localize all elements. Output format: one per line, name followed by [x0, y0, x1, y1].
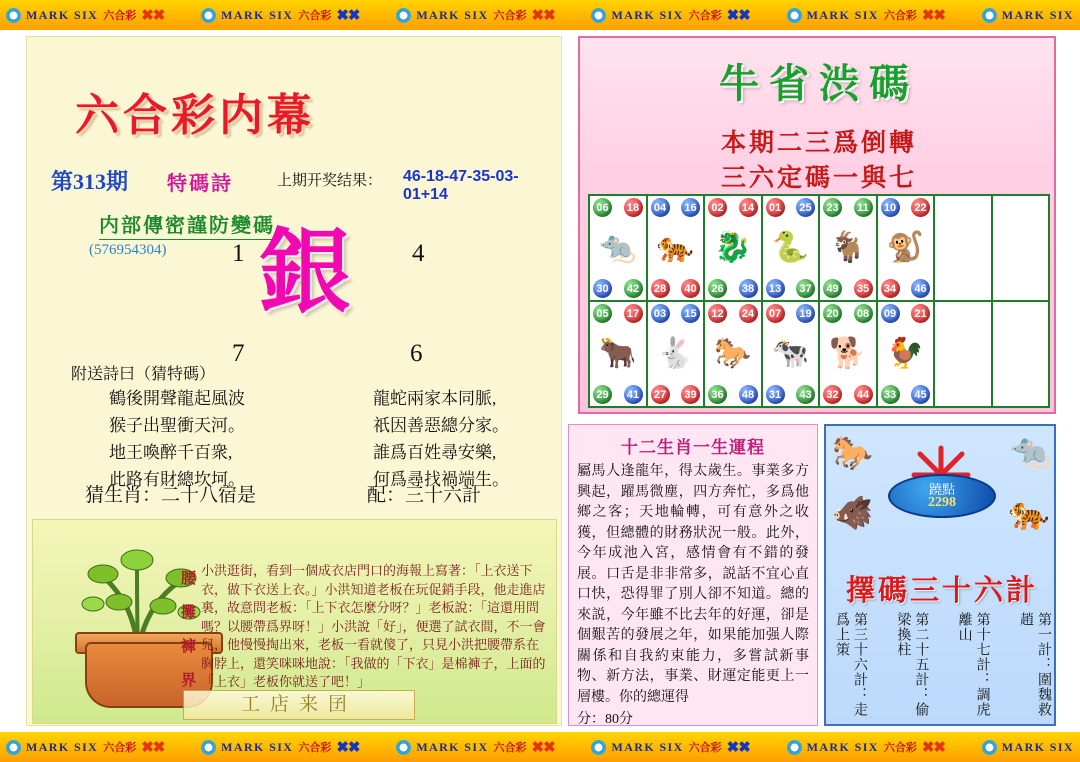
- zodiac-animal-icon: 🐕: [829, 337, 867, 370]
- number-ball[interactable]: 49: [823, 279, 842, 298]
- number-ball[interactable]: 17: [624, 304, 643, 323]
- number-ball[interactable]: 40: [681, 279, 700, 298]
- marquee-group: [201, 738, 359, 756]
- poem-line: 此路有財總坎坷。: [109, 470, 245, 489]
- number-ball[interactable]: 44: [854, 385, 873, 404]
- zodiac-animal-icon: 🐅: [656, 231, 694, 264]
- poem-line: 何爲尋找禍端生。: [373, 470, 509, 489]
- marquee-group: [396, 6, 554, 24]
- pair-strategy: 配：三十六計: [367, 485, 482, 506]
- fortune-panel: [568, 424, 818, 726]
- number-ball[interactable]: 15: [681, 304, 700, 323]
- secret-note: 内部傳密謹防變碼: [99, 209, 275, 240]
- issue-number: 第313期: [51, 169, 129, 194]
- marquee-group: [591, 738, 749, 756]
- number-ball[interactable]: 07: [766, 304, 785, 323]
- number-ball[interactable]: 38: [739, 279, 758, 298]
- zodiac-cell[interactable]: [878, 196, 934, 300]
- poem-line: 猴子出聖衝天河。: [109, 416, 245, 435]
- flower-icon: [6, 8, 21, 23]
- marquee-mark-six: MARK SIX: [806, 7, 879, 22]
- strategy-item: 第一計：圍魏救趙: [1017, 612, 1051, 717]
- number-ball[interactable]: 48: [739, 385, 758, 404]
- zodiac-subtitle-1: 本期二三爲倒轉: [720, 130, 917, 157]
- zodiac-subtitle-2: 三六定碼一與七: [720, 165, 917, 192]
- marquee-mark-six: MARK SIX: [221, 7, 294, 22]
- number-ball[interactable]: 24: [739, 304, 758, 323]
- flower-icon: [201, 740, 216, 755]
- watermark-banner: 工店来囝: [183, 690, 415, 720]
- zodiac-cell[interactable]: [648, 302, 704, 406]
- marquee-group: [201, 6, 359, 24]
- logo-top-text: 蹺點: [928, 482, 955, 497]
- number-ball[interactable]: 19: [796, 304, 815, 323]
- zodiac-animal-icon: 🐄: [771, 337, 809, 370]
- flower-icon: [982, 740, 997, 755]
- number-ball[interactable]: 12: [708, 304, 727, 323]
- cell-bottom-row: [705, 383, 761, 406]
- marquee-group: [6, 738, 164, 756]
- number-ball[interactable]: 14: [739, 198, 758, 217]
- number-ball[interactable]: 02: [708, 198, 727, 217]
- story-side-characters: [181, 562, 199, 698]
- zodiac-panel: [578, 36, 1056, 414]
- cell-bottom-row: [820, 277, 876, 300]
- number-ball[interactable]: 36: [708, 385, 727, 404]
- zodiac-cell[interactable]: [590, 302, 646, 406]
- number-ball[interactable]: 32: [823, 385, 842, 404]
- zodiac-cell[interactable]: [820, 302, 876, 406]
- cell-bottom-row: [648, 383, 704, 406]
- poem-line: 祇因善惡總分家。: [373, 416, 509, 435]
- side-char: 褲: [181, 639, 197, 655]
- zodiac-animal-icon: 🐒: [886, 231, 924, 264]
- poem-label: 附送詩曰（猜特碼）: [71, 366, 216, 383]
- number-ball[interactable]: 28: [651, 279, 670, 298]
- marquee-cn: 六合彩: [493, 10, 527, 22]
- strategy-title: 擇碼三十六計: [845, 575, 1038, 607]
- left-panel: [26, 36, 562, 726]
- cell-bottom-row: [763, 277, 819, 300]
- marquee-cn: 六合彩: [688, 10, 722, 22]
- strategy-item: 第二十五計：偷梁換柱: [895, 612, 929, 717]
- flower-icon: [396, 8, 411, 23]
- marquee-mark-six: MARK SIX: [806, 739, 879, 754]
- marquee-cn: 六合彩: [298, 742, 332, 754]
- zodiac-animal-icon: 🐓: [886, 337, 924, 370]
- zodiac-number-grid[interactable]: [588, 194, 1050, 408]
- x-icon: ✖✖: [336, 739, 360, 756]
- number-ball[interactable]: 39: [681, 385, 700, 404]
- marquee-cn: 六合彩: [298, 10, 332, 22]
- logo-number: 2298: [928, 495, 956, 510]
- flower-icon: [591, 8, 606, 23]
- zodiac-animal-icon: 🐀: [599, 231, 637, 264]
- flower-icon: [591, 740, 606, 755]
- marquee-mark-six: MARK SIX: [221, 739, 294, 754]
- marquee-mark-six: MARK SIX: [26, 7, 99, 22]
- guess-zodiac: 猜生肖：二十八宿是: [85, 485, 257, 506]
- x-icon: ✖✖: [726, 739, 750, 756]
- number-ball[interactable]: 34: [881, 279, 900, 298]
- strategy-list: [832, 612, 1052, 720]
- x-icon: ✖✖: [336, 7, 360, 24]
- number-ball[interactable]: 41: [624, 385, 643, 404]
- fortune-score: 分：80分: [577, 712, 633, 727]
- marquee-cn: 六合彩: [883, 742, 917, 754]
- page-title: 六合彩内幕: [75, 91, 315, 140]
- marquee-mark-six: MARK SIX: [1001, 7, 1074, 22]
- marquee-group: [396, 738, 554, 756]
- fortune-body: 屬馬人逢龍年，得太歲生。事業多方興起，躍馬微塵，四方奔忙，多爲他鄉之客；天地輪轉，可有意外之收獲，但總體的財務狀況一般。此外，今年成池入宮，感情會有不錯的發展。口舌是非非常多，説話不宜心直口快，恐得罪了別人卻不知道。總的來説，今年雖不比去年的好運，卻是個艱苦的發展之年，如果能加强人際關係和自我約束能力，多嘗試新事物、新方法，事業、財運定能更上一層樓。你的總運得: [577, 464, 809, 705]
- fortune-title: 十二生肖一生運程: [621, 438, 765, 457]
- poem-line: 誰爲百姓尋安樂,: [373, 443, 497, 462]
- marquee-cn: 六合彩: [883, 10, 917, 22]
- marquee-mark-six: MARK SIX: [1001, 739, 1074, 754]
- poem-column-2: [373, 385, 509, 493]
- zodiac-cell[interactable]: [935, 302, 991, 406]
- marquee-cn: 六合彩: [493, 742, 527, 754]
- zodiac-cell[interactable]: [705, 302, 761, 406]
- cell-bottom-row: [705, 277, 761, 300]
- last-result-label: 上期开奖结果：: [277, 173, 383, 189]
- number-ball[interactable]: 04: [651, 198, 670, 217]
- poem-line: 龍蛇兩家本同脈,: [373, 389, 497, 408]
- number-ball[interactable]: 09: [881, 304, 900, 323]
- number-ball[interactable]: 06: [593, 198, 612, 217]
- marquee-mark-six: MARK SIX: [416, 739, 489, 754]
- number-ball[interactable]: 21: [911, 304, 930, 323]
- x-icon: ✖✖: [726, 7, 750, 24]
- cell-bottom-row: [648, 277, 704, 300]
- poem-column-1: [109, 385, 245, 493]
- marquee-mark-six: MARK SIX: [611, 739, 684, 754]
- x-icon: ✖✖: [141, 7, 165, 24]
- marquee-group: [787, 738, 945, 756]
- marquee-group: [591, 6, 749, 24]
- flower-icon: [201, 8, 216, 23]
- marquee-group: [787, 6, 945, 24]
- page-body: [0, 30, 1080, 732]
- number-ball[interactable]: 01: [766, 198, 785, 217]
- number-ball[interactable]: 27: [651, 385, 670, 404]
- x-icon: ✖✖: [921, 7, 945, 24]
- cell-bottom-row: [590, 383, 646, 406]
- zodiac-animal-icon: 🐉: [714, 231, 752, 264]
- marquee-mark-six: MARK SIX: [416, 7, 489, 22]
- zodiac-cell[interactable]: [993, 196, 1049, 300]
- zodiac-cell[interactable]: [648, 196, 704, 300]
- logo-badge: [888, 474, 996, 518]
- number-ball[interactable]: 18: [624, 198, 643, 217]
- cell-bottom-row: [820, 383, 876, 406]
- number-ball[interactable]: 10: [881, 198, 900, 217]
- number-ball[interactable]: 20: [823, 304, 842, 323]
- cell-bottom-row: [590, 277, 646, 300]
- side-char: 攤: [181, 605, 197, 621]
- flower-icon: [396, 740, 411, 755]
- number-ball[interactable]: 29: [593, 385, 612, 404]
- zodiac-cell[interactable]: [878, 302, 934, 406]
- flower-icon: [787, 740, 802, 755]
- number-ball[interactable]: 08: [854, 304, 873, 323]
- horse-icon: 🐎: [832, 434, 874, 471]
- zodiac-animal-icon: 🐂: [599, 337, 637, 370]
- side-char: 腰: [181, 571, 197, 587]
- marquee-cn: 六合彩: [103, 742, 137, 754]
- zodiac-cell[interactable]: [763, 302, 819, 406]
- number-ball[interactable]: 26: [708, 279, 727, 298]
- corner-number-top-right: 4: [412, 240, 425, 267]
- number-ball[interactable]: 05: [593, 304, 612, 323]
- story-text: 小洪逛街，看到一個成衣店門口的海報上寫著：「上衣送下衣，做下衣送上衣。」小洪知道老板在玩促銷手段，他走進店裏，故意問老板：「上下衣怎麼分呀？」老板說：「這還用問嗎？以腰帶爲界呀！」小洪說「好」，便選了試衣間，不一會兒，他慢慢掏出來，老板一看就傻了，只見小洪把腰帶系在胸脖上，還笑咪咪地說：「我做的「下衣」是棉褲子，上面的「上衣」老板你就送了吧！」: [201, 563, 546, 689]
- cell-bottom-row: [763, 383, 819, 406]
- marquee-group: [982, 740, 1074, 755]
- marquee-cn: 六合彩: [688, 742, 722, 754]
- number-ball[interactable]: 45: [911, 385, 930, 404]
- number-ball[interactable]: 37: [796, 279, 815, 298]
- flower-icon: [982, 8, 997, 23]
- bottom-marquee-bar: [0, 732, 1080, 762]
- marquee-group: [982, 8, 1074, 23]
- number-ball[interactable]: 35: [854, 279, 873, 298]
- corner-number-bottom-right: 6: [410, 340, 423, 367]
- x-icon: ✖✖: [531, 7, 555, 24]
- marquee-cn: 六合彩: [103, 10, 137, 22]
- zodiac-cell[interactable]: [820, 196, 876, 300]
- number-ball[interactable]: 16: [681, 198, 700, 217]
- zodiac-animal-icon: 🐍: [771, 231, 809, 264]
- zodiac-cell[interactable]: [590, 196, 646, 300]
- strategy-item: 第三十六計：走爲上策: [834, 612, 867, 717]
- tiger-icon: 🐅: [1008, 494, 1050, 531]
- x-icon: ✖✖: [141, 739, 165, 756]
- strategy-item: 第十七計：調虎離山: [956, 612, 990, 717]
- number-ball[interactable]: 42: [624, 279, 643, 298]
- flower-icon: [6, 740, 21, 755]
- last-result-numbers: 46-18-47-35-03-01+14: [403, 168, 519, 203]
- poem-line: 鶴後開聲龍起風波: [109, 389, 245, 408]
- illustration-area: [32, 519, 557, 724]
- code-number: (576954304): [89, 242, 167, 258]
- number-ball[interactable]: 31: [766, 385, 785, 404]
- number-ball[interactable]: 22: [911, 198, 930, 217]
- number-ball[interactable]: 03: [651, 304, 670, 323]
- strategy-logo: [826, 430, 1056, 540]
- zodiac-animal-icon: 🐐: [829, 231, 867, 264]
- zodiac-cell[interactable]: [993, 302, 1049, 406]
- corner-number-top-left: 1: [232, 240, 245, 267]
- number-ball[interactable]: 11: [854, 198, 873, 217]
- corner-number-bottom-left: 7: [232, 340, 245, 367]
- cell-bottom-row: [878, 383, 934, 406]
- number-ball[interactable]: 46: [911, 279, 930, 298]
- marquee-group: [6, 6, 164, 24]
- zodiac-cell[interactable]: [935, 196, 991, 300]
- number-ball[interactable]: 30: [593, 279, 612, 298]
- top-marquee-bar: [0, 0, 1080, 30]
- side-char: 界: [181, 673, 197, 689]
- zodiac-animal-icon: 🐇: [656, 337, 694, 370]
- x-icon: ✖✖: [921, 739, 945, 756]
- number-ball[interactable]: 43: [796, 385, 815, 404]
- flower-icon: [787, 8, 802, 23]
- number-ball[interactable]: 23: [823, 198, 842, 217]
- zodiac-animal-icon: 🐎: [714, 337, 752, 370]
- number-ball[interactable]: 33: [881, 385, 900, 404]
- x-icon: ✖✖: [531, 739, 555, 756]
- zodiac-panel-title: 牛省渋碼: [719, 61, 919, 106]
- rat-icon: 🐀: [1010, 432, 1052, 469]
- pig-icon: 🐗: [832, 494, 874, 531]
- poem-line: 地王喚醉千百衆,: [109, 443, 233, 462]
- marquee-mark-six: MARK SIX: [611, 7, 684, 22]
- zodiac-cell[interactable]: [705, 196, 761, 300]
- marquee-mark-six: MARK SIX: [26, 739, 99, 754]
- cell-bottom-row: [878, 277, 934, 300]
- feature-character: 銀: [259, 222, 352, 324]
- zodiac-cell[interactable]: [763, 196, 819, 300]
- number-ball[interactable]: 13: [766, 279, 785, 298]
- strategy-panel: [824, 424, 1056, 726]
- number-ball[interactable]: 25: [796, 198, 815, 217]
- special-poem-label: 特碼詩: [167, 173, 233, 195]
